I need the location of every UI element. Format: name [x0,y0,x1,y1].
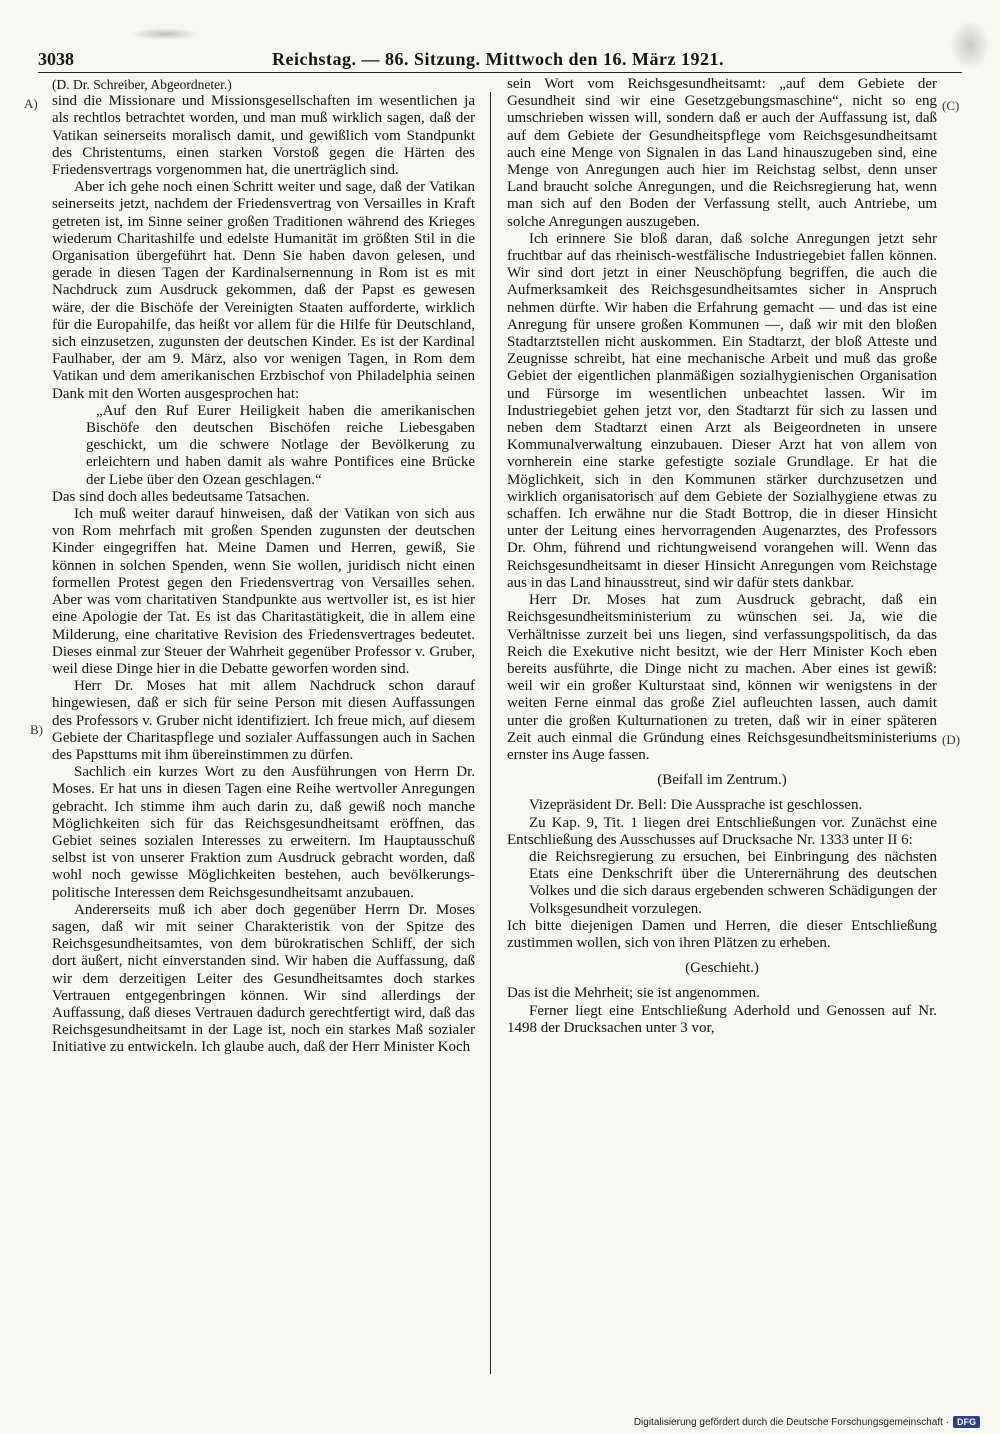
column-divider [490,92,491,1374]
paragraph: Ich erinnere Sie bloß daran, daß solche Anregungen jetzt sehr fruchtbar auf das rheinisch-westfälische Industriegebiet fallen können. Wir sind dort jetzt in einer Neuschöpfung begriffen, die auch die Aufmerksamkeit des Reichsgesundheitsamtes sicher in Anspruch nehmen dürfte. Wir haben die Erfahrung gemacht — und das ist eine Anregung für unsere großen Kommunen —, daß wir mit den bloßen Stadtarztstellen nicht auskommen. Ein Stadtarzt, der bloß Atteste und Zeugnisse schreibt, hat eine mechanische Arbeit und muß das große Gebiet der eigentlichen planmäßigen sozialhygienischen Organisation und Fürsorge im wesentlichen unbeachtet lassen. Wir im Industriegebiet gehen jetzt vor, den Stadtarzt für sich zu lassen und neben dem Stadtarzt einen Arzt als Beigeordneten in unsere Kommunalverwaltung einzubauen. Dieser Arzt hat von allem von vornherein eine starke gefestigte soziale Grundlage. Er hat die Möglichkeit, sich in den Kommunen stärker durchzusetzen und wirklich organisatorisch auf dem Gebiete der Sozialhygiene etwas zu schaffen. Ich erwähne nur die Stadt Bottrop, die in dieser Hinsicht unter der Leitung eines hervorragenden Augenarztes, des Professors Dr. Ohm, führend und richtungweisend vorangehen will. Wenn das Reichsgesundheitsamt in dieser Hinsicht Anregungen vom Reichstage aus in das Land hinausstreut, sind wir dafür stets dankbar. [507,230,937,591]
action-note: (Geschieht.) [685,960,759,977]
scan-stain [130,28,200,40]
dfg-logo-icon: DFG [953,1416,980,1428]
quotation: „Auf den Ruf Eurer Heiligkeit haben die amerikanischen Bischöfe den deutschen Bischöfen reiche Liebesgaben geschickt, um die schwere Notlage der Bevölkerung zu erleichtern und haben damit als wahre Pontifices eine Brücke der Liebe über den Ozean geschlagen.“ [86,402,475,488]
paragraph: Herr Dr. Moses hat mit allem Nachdruck schon darauf hingewiesen, daß er sich für seine Person mit diesen Auffassungen des Professors v. Gruber nicht identifiziert. Ich freue mich, auf diesem Gebiete der Charitaspflege und sozialer Auffassungen auch in Sachen des Papsttums mit ihm übereinstimmen zu dürfen. [52,678,475,763]
digitization-footer [634,1416,980,1428]
paragraph: Zu Kap. 9, Tit. 1 liegen drei Entschließungen vor. Zunächst eine Entschließung des Ausschusses auf Drucksache Nr. 1333 unter II 6: [507,814,937,848]
margin-mark-c: (C) [942,98,960,113]
right-column [507,76,937,1037]
paragraph: Andererseits muß ich aber doch gegenüber Herrn Dr. Moses sagen, daß wir mit seiner Charakteristik von der Spitze des Reichsgesundheitsamtes, von dem bürokratischen Schliff, der sich dort äußert, nicht einverstanden sind. Wir haben die Auffassung, daß wir dem derzeitigen Leiter des Gesundheitsamtes doch starkes Vertrauen entgegenbringen können. Wir sind allerdings der Auffassung, daß dieses Vertrauen dadurch gerechtfertigt wird, daß das Reichsgesundheitsamt in der Lage ist, noch ein starkes Maß sozialer Initiative zu entwickeln. Ich glaube auch, daß der Herr Minister Koch [52,901,475,1056]
paragraph: Das ist die Mehrheit; sie ist angenommen. [507,985,760,1002]
running-title: Reichstag. — 86. Sitzung. Mittwoch den 16. März 1921. [272,49,724,69]
footer-credit: Digitalisierung gefördert durch die Deutsche Forschungsgemeinschaft · [633,1416,949,1428]
left-column [52,76,475,1057]
paragraph: Vizepräsident Dr. Bell: Die Aussprache ist geschlossen. [529,797,863,814]
paragraph: Ferner liegt eine Entschließung Aderhold und Genossen auf Nr. 1498 der Drucksachen unter 3 vor, [507,1002,937,1036]
paragraph: Ich bitte diejenigen Damen und Herren, die dieser Entschließung zustimmen wollen, sich von ihren Plätzen zu erheben. [507,917,937,951]
page-header [38,44,962,73]
paragraph: Aber ich gehe noch einen Schritt weiter und sage, daß der Vatikan seinerseits jetzt, nachdem der Friedensvertrag von Versailles in Kraft getreten ist, im Sinne seiner großen Traditionen während des Krieges wiederum Charitashilfe und edelste Humanität im größten Stil in die Organisation übergeführt hat. Denn Sie haben davon gelesen, und gerade in diesen Tagen der Kardinalsernennung in Rom ist es mit Nachdruck zum Ausdruck gekommen, daß der Papst es gewesen wäre, der die Bischöfe der Vereinigten Staaten aufforderte, wirklich für die Europahilfe, das heißt vor allem für die Hilfe für Deutschland, sich einzusetzen, zugunsten der deutschen Kinder. Es ist der Kardinal Faulhaber, der am 9. März, also vor wenigen Tagen, in Rom dem Vatikan und dem amerikanischen Erzbischof von Philadelphia seinen Dank mit den Worten ausgesprochen hat: [52,179,475,402]
paragraph: Sachlich ein kurzes Wort zu den Ausführungen von Herrn Dr. Moses. Er hat uns in diesen Tagen eine Reihe wertvoller Anregungen gebracht. Ich stimme ihm auch darin zu, daß gewiß noch manche Möglichkeiten sich für das Reichsgesundheitsamt eröffnen, das Gebiet seines sozialen Interesses zu erweitern. Im Hauptausschuß selbst ist von unserer Fraktion zum Ausdruck gebracht worden, daß wohl noch gewisse Möglichkeiten bestehen, auch bevölkerungs-politische Interessen dem Reichsgesundheitsamt anzubauen. [52,764,475,901]
applause-note: (Beifall im Zentrum.) [657,772,787,789]
paragraph: sein Wort vom Reichsgesundheitsamt: „auf dem Gebiete der Gesundheit sind wir eine Gesetzgebungsmaschine“, nicht so eng umschrieben wissen will, sondern daß er auch der Auffassung ist, daß auf dem Gebiete der Gesundheitspflege vom Reichsgesundheitsamt auch eine Menge von Signalen in das Land hinauszugeben sind, eine Menge von Anregungen auch hier im Reichstag selbst, denn unser Land braucht solche Anregungen, und die Reichsregierung hat, wenn man sich auf den Boden der Verfassung stellt, auch Antriebe, um solche Anregungen auszugeben. [507,76,937,230]
paragraph: Das sind doch alles bedeutsame Tatsachen. [52,488,310,505]
paragraph: sind die Missionare und Missionsgesellschaften im wesentlichen ja als rechtlos betrachtet worden, und man muß wirklich sagen, daß der Vatikan seinerseits moralisch damit, und gewißlich vom Standpunkt des Christentums, einen starken Vorstoß gegen die Härten des Friedensvertrags vorgenommen hat, die unerträglich sind. [52,93,475,179]
paragraph: Herr Dr. Moses hat zum Ausdruck gebracht, daß ein Reichsgesundheitsministerium zu wünschen sei. Ja, wie die Verhältnisse zurzeit bei uns liegen, sind verfassungspolitisch, da das Reich die Exekutive nicht besitzt, wie der Herr Minister Koch eben bereits ausführte, die Dinge nicht zu machen. Aber eines ist gewiß: weil wir ein großer Kulturstaat sind, können wir wenigstens in der weiten Ferne einmal das große Ziel aufleuchten lassen, auch damit unter die großen Kulturnationen zu treten, daß wir in einer späteren Zeit auch einmal die Gründung eines Reichsgesundheitsministeriums ernster ins Auge fassen. [507,592,937,763]
margin-mark-a: A) [24,96,38,111]
resolution-text: die Reichsregierung zu ersuchen, bei Einbringung des nächsten Etats eine Denkschrift über die Unterernährung des deutschen Volkes und die sich daraus ergebenden schweren Schädigungen der Volksgesundheit vorzulegen. [529,848,937,917]
paragraph: Ich muß weiter darauf hinweisen, daß der Vatikan von sich aus von Rom mehrfach mit großen Spenden zugunsten der deutschen Kinder eingegriffen hat. Meine Damen und Herren, gewiß, Sie können in solchen Spenden, wenn Sie wollen, juridisch nicht einen formellen Protest gegen den Friedensvertrag von Versailles sehen. Aber was vom charitativen Standpunkte aus wertvoller ist, es ist hier eine Apologie der Tat. Es ist das Charitastätigkeit, die in allem eine Milderung, eine charitative Revision des Friedensvertrages bedeutet. Dieses einmal zur Steuer der Wahrheit gegenüber Professor v. Gruber, weil diese Dinge hier in die Debatte geworfen worden sind. [52,506,475,677]
margin-mark-b: B) [30,722,43,737]
speaker-line: (D. Dr. Schreiber, Abgeordneter.) [52,77,232,92]
margin-mark-d: (D) [942,732,961,747]
page-number: 3038 [38,49,74,69]
